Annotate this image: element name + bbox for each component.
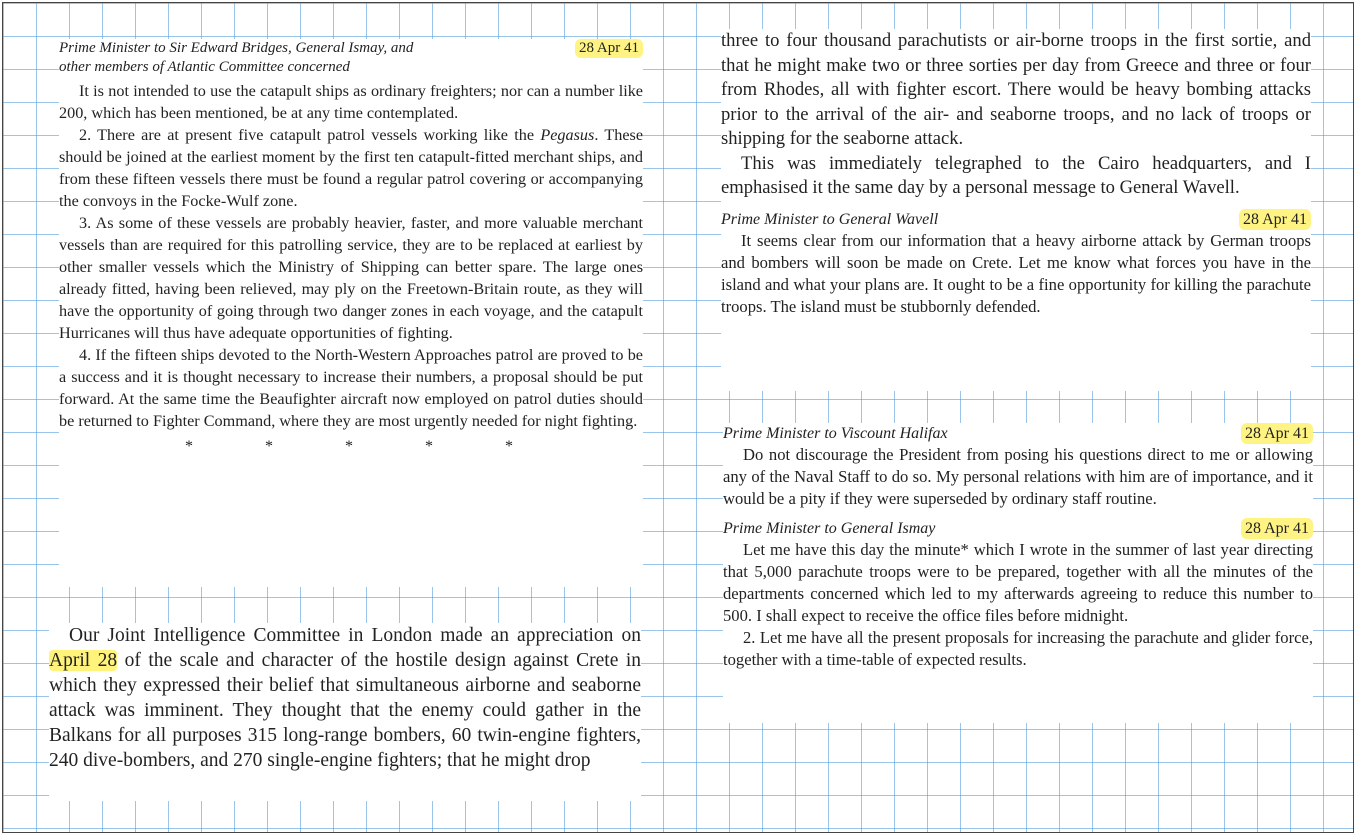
narrative-para — [49, 623, 641, 773]
narrative-para-2: This was immediately telegraphed to the Cairo headquarters, and I emphasised it the same day by a personal message to General Wavell. — [721, 152, 1311, 198]
bridges-para-4: 4. If the fifteen ships devoted to the North-Western Approaches patrol are proved to be a success and it is thought necessary to increase their numbers, a proposal should be put forward. At the same time the Beaufighter aircraft now employed on patrol duties should be returned to Fighter Command, where they are most urgently needed for night fighting. — [59, 346, 643, 430]
ismay-para-2: 2. Let me have all the present proposals for increasing the parachute and glider force, together with a time-table of expected results. — [723, 628, 1313, 669]
memo-heading-bridges — [59, 39, 643, 77]
memo-heading-ismay-text: Prime Minister to General Ismay — [723, 520, 936, 537]
memo-heading-halifax-text: Prime Minister to Viscount Halifax — [723, 425, 948, 442]
left-column — [59, 39, 643, 587]
narrative-date-highlight: April 28 — [49, 650, 118, 671]
bridges-para-3: 3. As some of these vessels are probably heavier, faster, and more valuable merchant vessels than are required for this patrolling service, they are to be replaced at earliest by other smaller vessels which the Ministry of Shipping can better spare. The large ones already fitted, having been relieved, may ply on the Freetown-Britain route, as they will have the opportunity of going through two danger zones in each voyage, and the catapult Hurricanes will thus have adequate opportunities of fighting. — [59, 214, 643, 342]
bridges-para-2a: 2. There are at present five catapult patrol vessels working like the — [79, 126, 541, 144]
grid-paper — [2, 2, 1354, 833]
narrative-part2: of the scale and character of the hostile design against Crete in which they expressed their belief that simultaneous airborne and seaborne attack was imminent. They thought that the enemy could gather in the Balkans for all purposes 315 long-range bombers, 60 twin-engine fighters, 240 dive-bombers, and 270 single-engine fighters; that he might drop — [49, 650, 641, 771]
narrative-continued-block — [721, 29, 1311, 391]
bridges-para-1: It is not intended to use the catapult ships as ordinary freighters; nor can a number like 200, which has been mentioned, be at any time contemplated. — [59, 82, 643, 122]
memo-heading-line2: other members of Atlantic Committee concerned — [59, 59, 350, 75]
memo-date-halifax: 28 Apr 41 — [1241, 423, 1313, 444]
memo-date-ismay: 28 Apr 41 — [1241, 518, 1313, 539]
narrative-block — [49, 623, 641, 801]
memo-heading-ismay — [723, 518, 1313, 539]
memo-date-bridges: 28 Apr 41 — [575, 39, 643, 58]
section-stars: * * * * * — [185, 438, 547, 455]
memo-date-wavell: 28 Apr 41 — [1239, 209, 1311, 230]
memo-heading-halifax — [723, 423, 1313, 444]
memos-block — [723, 423, 1313, 723]
bridges-para-2b: . These should be joined at the earliest moment by the first ten catapult-fitted merchant ships, and from these fifteen vessels there must be found a regular patrol covering or accompanying the convoys in the Focke-Wulf zone. — [59, 126, 644, 210]
narrative-continued: three to four thousand parachutists or air-borne troops in the first sortie, and that he might make two or three sorties per day from Greece and three or four from Rhodes, all with fighter escort. There would be heavy bombing attacks prior to the arrival of the air- and seaborne troops, and no lack of troops or shipping for the seaborne attack. — [721, 30, 1311, 149]
ismay-para-1: Let me have this day the minute* which I wrote in the summer of last year directing that 5,000 parachute troops were to be prepared, together with all the minutes of the departments concerned which led to my afterwards agreeing to reduce this number to 500. I shall expect to receive the office files before midnight. — [723, 540, 1313, 625]
bridges-para-2 — [59, 124, 643, 212]
memo-heading-line1: Prime Minister to Sir Edward Bridges, General Ismay, and — [59, 40, 414, 56]
wavell-body: It seems clear from our information that a heavy airborne attack by German troops and bombers will soon be made on Crete. Let me know what forces you have in the island and what your plans are. It ought to be a fine opportunity for killing the parachute troops. The island must be stubbornly defended. — [721, 230, 1311, 316]
memo-heading-wavell — [721, 209, 1311, 230]
memo-heading-wavell-text: Prime Minister to General Wavell — [721, 210, 939, 228]
ship-name: Pegasus — [540, 126, 595, 144]
halifax-body: Do not discourage the President from posing his questions direct to me or allowing any of the Naval Staff to do so. My personal relations with him are of importance, and it would be a pity if they were superseded by ordinary staff routine. — [723, 445, 1313, 508]
narrative-part1: Our Joint Intelligence Committee in London made an appreciation on — [69, 625, 641, 646]
